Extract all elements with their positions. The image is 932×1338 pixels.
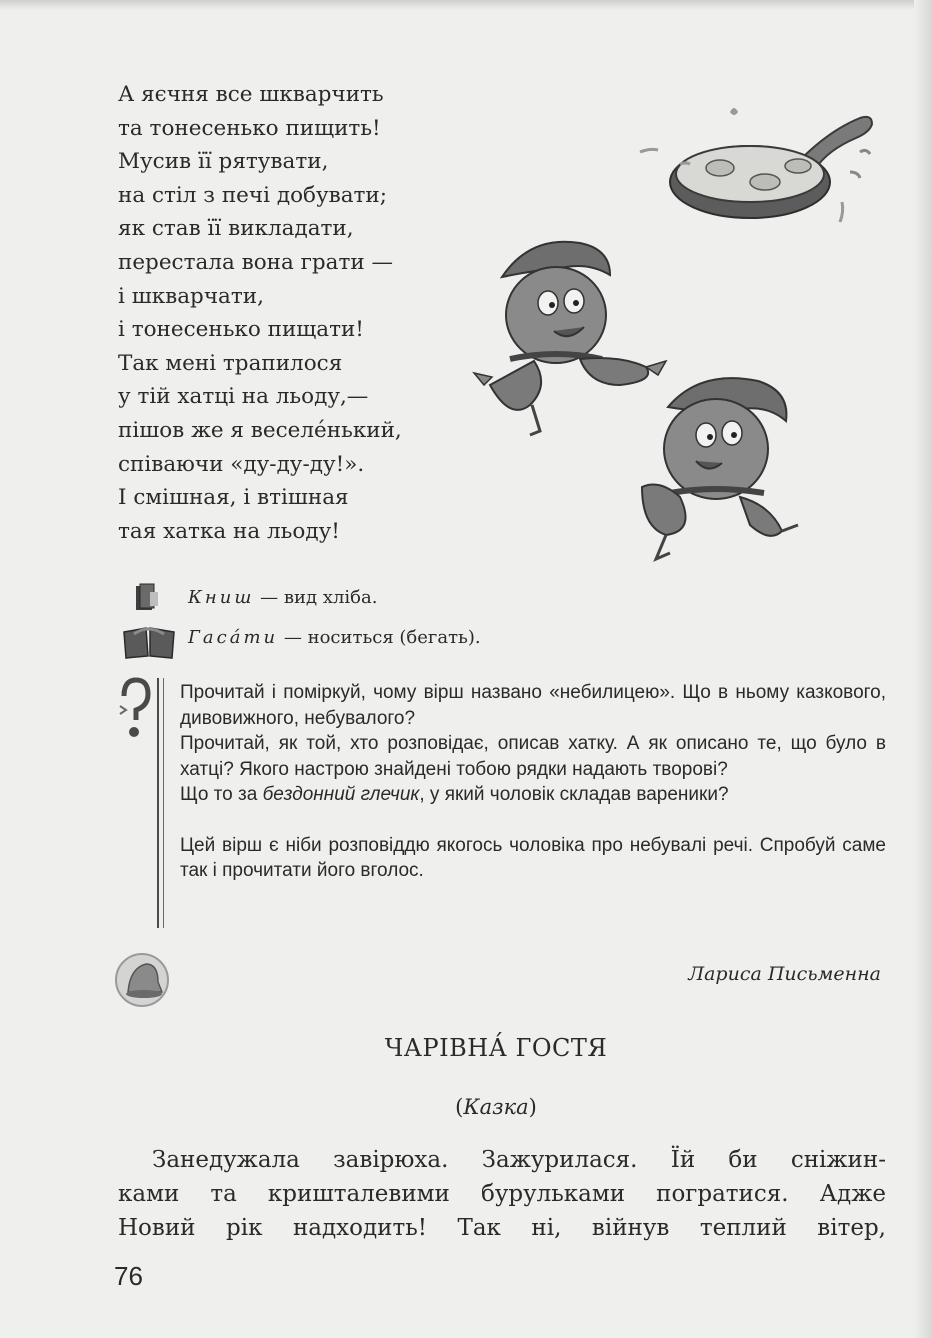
page-top-edge [0,0,932,10]
question: Прочитай, як той, хто розповідає, описав хатку. А як описано те, що було в хатці? Якого настрою знайдені тобою рядки надають творові? [180,733,886,780]
page-number: 76 [114,1261,143,1291]
page-right-edge [914,0,932,1338]
question-mark-icon [116,676,152,744]
prose-line: ками та кришталевими бурульками погратися. Адже [118,1181,886,1207]
poem-line: як став її викладати, [118,216,354,242]
poem-line: тая хатка на льоду! [118,518,340,544]
poem-line: перестала вона грати — [118,249,394,275]
story-subtitle [0,1095,932,1119]
question: Прочитай і поміркуй, чому вірш названо «небилицею». Що в ньому казкового, дивовижного, небувалого? [180,682,886,729]
glossary-entry [188,627,481,648]
question-text: Що то за [180,784,263,805]
author: Лариса Письменна [688,963,881,985]
glossary-term: Гаса́ти [188,627,279,648]
poem-line: А яєчня все шкварчить [118,82,384,107]
open-book-icon [120,624,178,660]
questions-rule [163,678,164,928]
poem-line: і тонесенько пищати! [118,317,364,343]
bell-icon [110,948,172,1010]
poem-line: Так мені трапилося [118,350,343,376]
question [180,782,886,808]
poem-line: пішов же я веселе́нький, [118,417,402,443]
paren-open: ( [455,1095,464,1119]
reading-task: Цей вірш є ніби розповіддю якогось чоловіка про небувалі речі. Спробуй саме так і прочитати його вголос. [180,834,886,881]
frying-pan-illustration [620,90,890,240]
question-emphasis: бездонний глечик [262,784,420,805]
question-text: , у який чоловік складав вареники? [419,784,729,805]
prose-line: Занедужала завірюха. Зажурилася. Їй би сніжин- [152,1147,886,1173]
glossary-term: Книш [188,587,255,608]
glossary-entry [188,587,377,608]
poem [118,78,402,548]
story-title: ЧАРІВНА́ ГОСТЯ [384,1034,608,1062]
glossary-definition: — вид хліба. [260,587,378,608]
poem-line: співаючи «ду-ду-ду!». [118,451,365,477]
poem-line: на стіл з печі добувати; [118,182,387,208]
genre-label: Казка [463,1095,529,1119]
book-icon [132,582,166,614]
prose-line: Новий рік надходить! Так ні, війнув теплий вітер, [118,1215,886,1241]
poem-line: І смішная, і втішная [118,485,349,511]
poem-line: у тій хатці на льоду,— [118,384,369,410]
glossary-definition: — носиться (бегать). [283,627,481,648]
poem-line: та тонесенько пищить! [118,115,381,141]
story-text [118,1143,886,1245]
questions-rule [157,678,159,928]
poem-line: Мусив її рятувати, [118,149,329,175]
questions-block [180,680,886,884]
paren-close: ) [528,1095,537,1119]
dancing-dumplings-illustration [470,235,810,565]
poem-line: і шкварчати, [118,283,264,309]
